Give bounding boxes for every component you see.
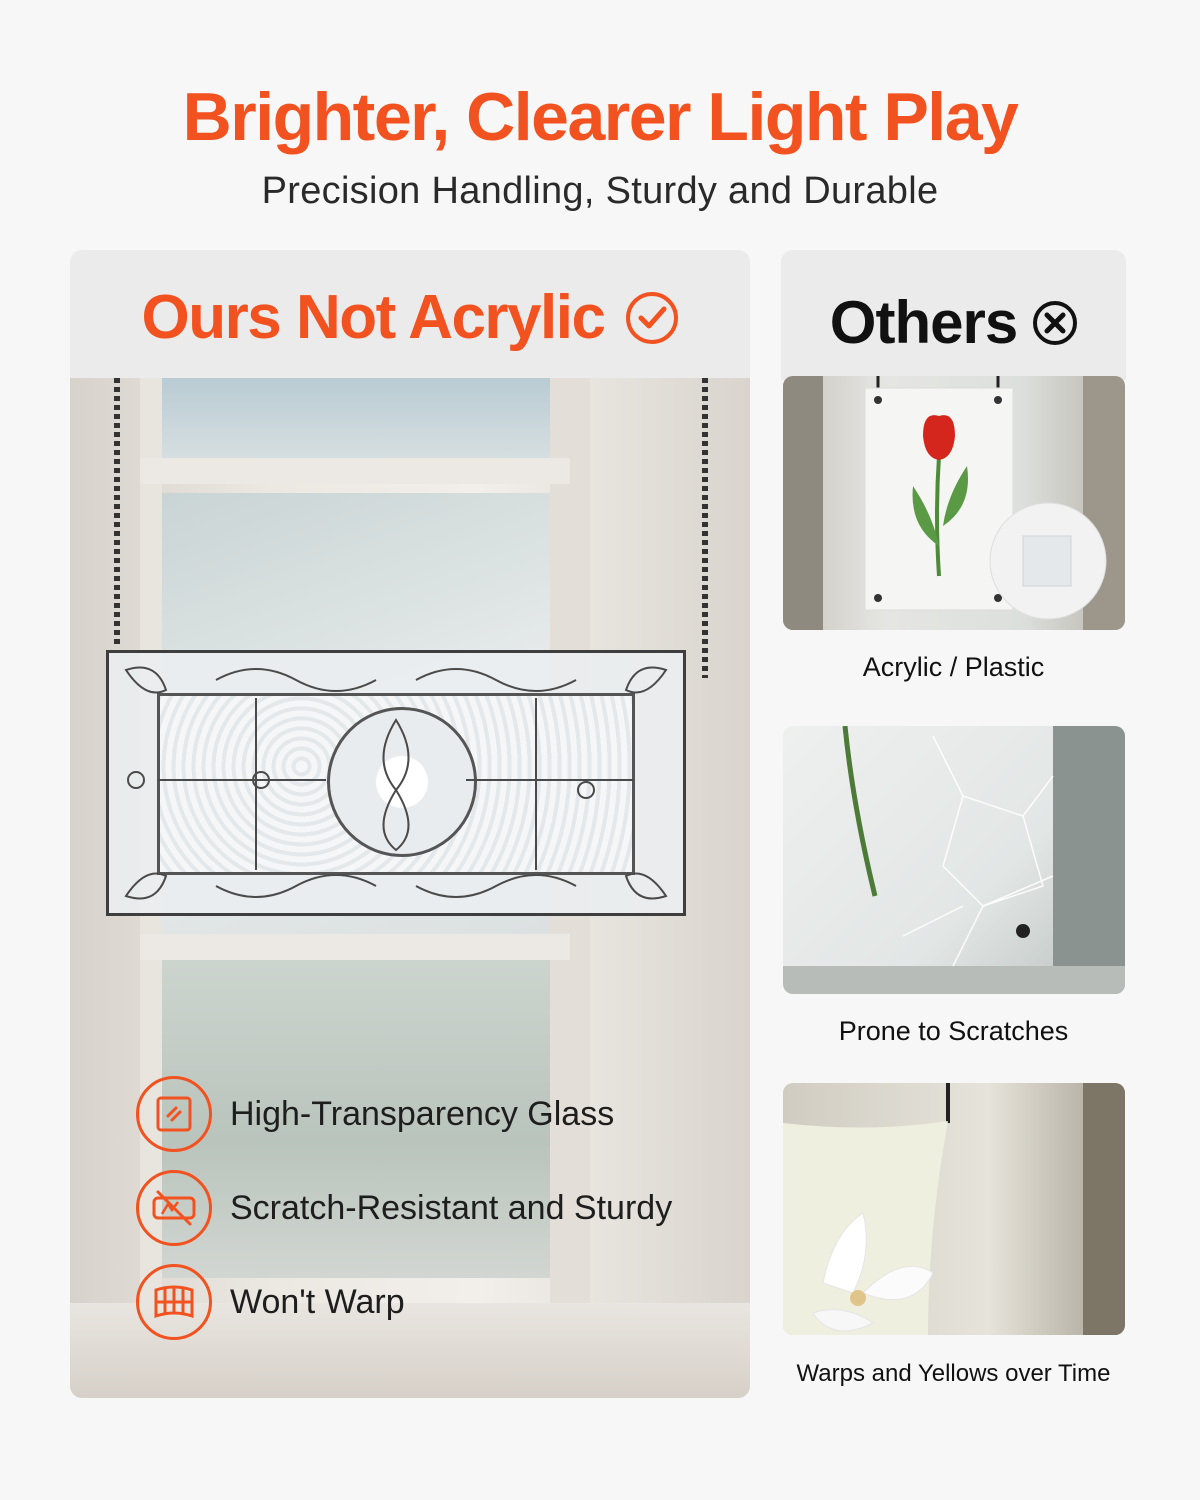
ours-title: Ours Not Acrylic [141, 283, 605, 352]
warped-panel-photo [783, 1083, 1125, 1335]
acrylic-caption: Acrylic / Plastic [862, 652, 1045, 682]
ours-panel [70, 250, 750, 1398]
check-circle-icon [626, 292, 678, 344]
hanging-chain-right [702, 378, 708, 678]
feature-label: Scratch-Resistant and Sturdy [230, 1188, 673, 1227]
glass-leading-pattern [106, 650, 686, 916]
ours-heading [70, 282, 750, 353]
feature-item [136, 1264, 405, 1340]
transparency-icon [136, 1076, 212, 1152]
others-title: Others [829, 289, 1018, 356]
scratches-caption: Prone to Scratches [838, 1016, 1069, 1046]
feature-item [136, 1076, 614, 1152]
no-warp-icon [136, 1264, 212, 1340]
x-circle-icon [1033, 301, 1077, 345]
window-rail-top [140, 458, 570, 484]
page-title: Brighter, Clearer Light Play [182, 79, 1018, 155]
page-subtitle: Precision Handling, Sturdy and Durable [261, 170, 939, 212]
others-heading [781, 288, 1126, 357]
feature-label: Won't Warp [230, 1282, 405, 1321]
feature-label: High-Transparency Glass [230, 1094, 615, 1133]
hanging-chain-left [114, 378, 120, 648]
no-scratch-icon [136, 1170, 212, 1246]
warps-caption: Warps and Yellows over Time [796, 1360, 1111, 1387]
window-pane-top [160, 378, 550, 468]
acrylic-panel-photo [783, 376, 1125, 630]
scratched-panel-photo [783, 726, 1125, 994]
others-panel [781, 250, 1126, 380]
feature-item [136, 1170, 672, 1246]
window-rail-middle [140, 934, 570, 960]
stained-glass-panel [106, 650, 686, 916]
